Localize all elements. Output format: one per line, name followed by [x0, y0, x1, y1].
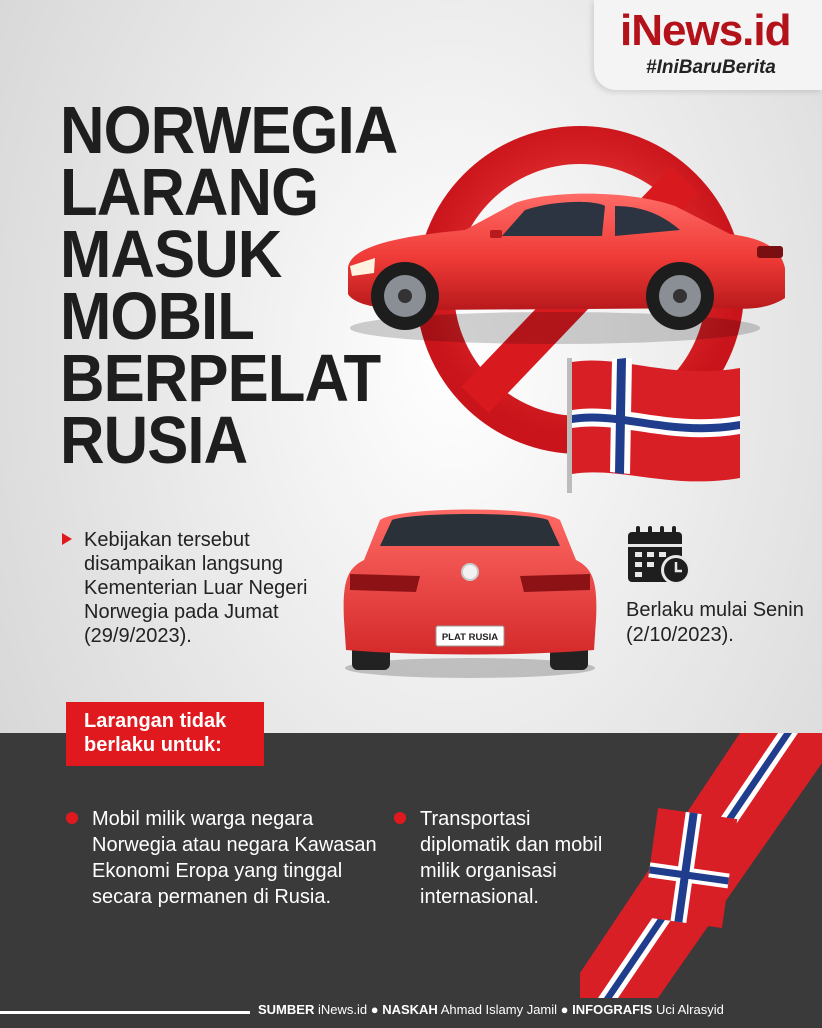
writer-label: NASKAH [382, 1002, 438, 1017]
list-item [394, 806, 604, 910]
exemptions-title: Larangan tidak berlaku untuk: [66, 702, 264, 766]
flag-ribbon-icon [580, 733, 822, 998]
norway-flag-icon [567, 358, 740, 493]
headline-line: BERPELAT [60, 341, 381, 416]
license-plate: PLAT RUSIA [441, 632, 499, 643]
exemption-text: Mobil milik warga negara Norwegia atau negara Kawasan Ekonomi Eropa yang tinggal secara permanen di Rusia. [92, 808, 377, 908]
headline [60, 93, 398, 478]
footer-divider [0, 1011, 250, 1014]
headline-line: MASUK [60, 217, 282, 292]
red-car-rear-icon [340, 500, 600, 680]
effective-date: Berlaku mulai Senin (2/10/2023). [626, 599, 804, 646]
bullet-dot-icon [394, 812, 406, 824]
graphic-value: Uci Alrasyid [655, 1002, 724, 1017]
headline-line: NORWEGIA [60, 93, 398, 168]
separator-dot-icon: ● [560, 1002, 569, 1017]
footer-credits [258, 1002, 818, 1017]
source-value: iNews.id [317, 1002, 368, 1017]
policy-text: Kebijakan tersebut disampaikan langsung Kementerian Luar Negeri Norwegia pada Jumat (29/9/2023). [84, 529, 308, 647]
calendar-clock-icon [626, 524, 692, 586]
bullet-dot-icon [66, 812, 78, 824]
policy-statement [62, 528, 342, 648]
separator-dot-icon: ● [370, 1002, 379, 1017]
prohibition-illustration [330, 118, 800, 498]
brand-hashtag: #IniBaruBerita [646, 57, 776, 78]
exemption-text: Transportasi diplomatik dan mobil milik organisasi internasional. [420, 808, 603, 908]
headline-line: MOBIL [60, 279, 254, 354]
bullet-triangle-icon [62, 533, 72, 545]
brand-logo: iNews.id [620, 6, 791, 55]
headline-line: LARANG [60, 155, 319, 230]
graphic-label: INFOGRAFIS [572, 1002, 653, 1017]
headline-line: RUSIA [60, 403, 248, 478]
list-item [66, 806, 386, 910]
writer-value: Ahmad Islamy Jamil [440, 1002, 558, 1017]
source-label: SUMBER [258, 1002, 315, 1017]
